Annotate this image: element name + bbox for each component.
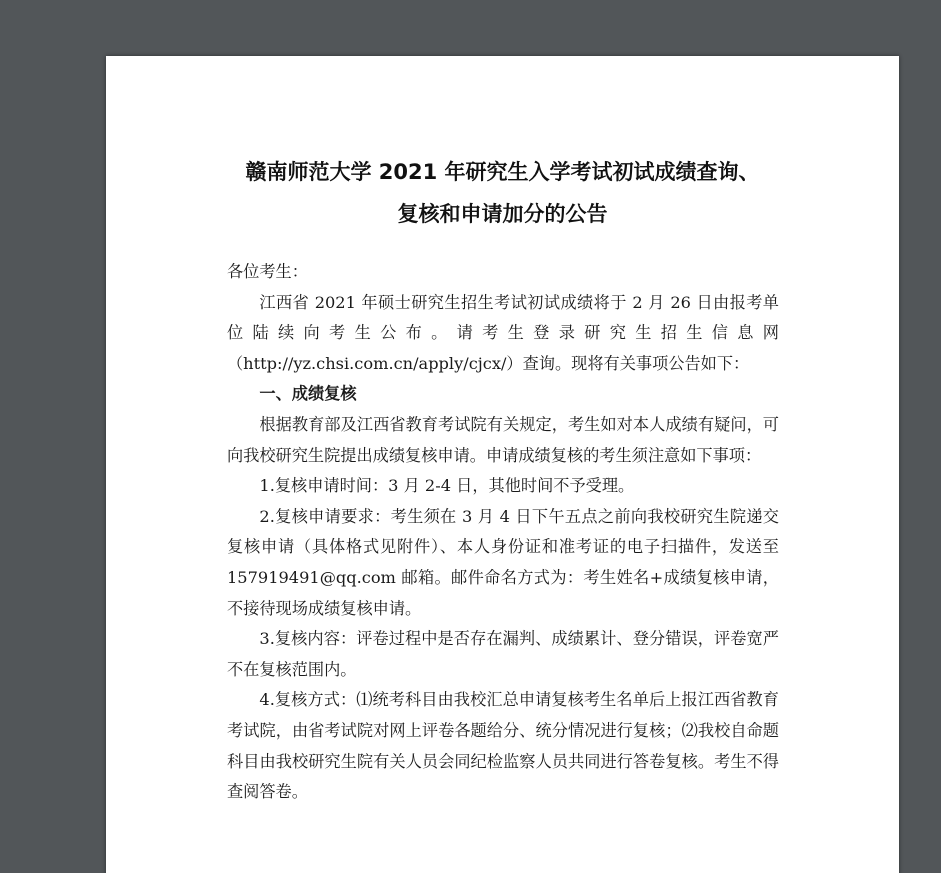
document-title-line2: 复核和申请加分的公告 (397, 202, 608, 226)
document-body (227, 257, 779, 808)
salutation: 各位考生： (227, 262, 308, 281)
section-heading-score-review: 一、成绩复核 (259, 384, 357, 404)
review-item-method: 4.复核方式：⑴统考科目由我校汇总申请复核考生名单后上报江西省教育考试院，由省考试院对网上评卷各题给分、统分情况进行复核；⑵我校自命题科目由我校研究生院有关人员会同纪检监察人员共同进行答卷复核。考生不得查阅答卷。 (227, 690, 779, 802)
intro-paragraph: 江西省 2021 年硕士研究生招生考试初试成绩将于 2 月 26 日由报考单位陆续向考生公布。请考生登录研究生招生信息网（http://yz.chsi.com.cn/apply/cjcx/）查询。现将有关事项公告如下： (227, 292, 779, 373)
review-item-content: 3.复核内容：评卷过程中是否存在漏判、成绩累计、登分错误，评卷宽严不在复核范围内。 (227, 629, 779, 679)
document-page (106, 56, 899, 873)
document-title-line1: 赣南师范大学 2021 年研究生入学考试初试成绩查询、 (245, 160, 760, 184)
review-item-time: 1.复核申请时间：3 月 2-4 日，其他时间不予受理。 (259, 476, 635, 496)
section-intro-paragraph: 根据教育部及江西省教育考试院有关规定，考生如对本人成绩有疑问，可向我校研究生院提出成绩复核申请。申请成绩复核的考生须注意如下事项： (227, 414, 779, 465)
review-item-requirements: 2.复核申请要求：考生须在 3 月 4 日下午五点之前向我校研究生院递交复核申请（具体格式见附件）、本人身份证和准考证的电子扫描件，发送至 157919491@qq.com 邮箱。邮件命名方式为：考生姓名+成绩复核申请，不接待现场成绩复核申请。 (227, 506, 779, 618)
